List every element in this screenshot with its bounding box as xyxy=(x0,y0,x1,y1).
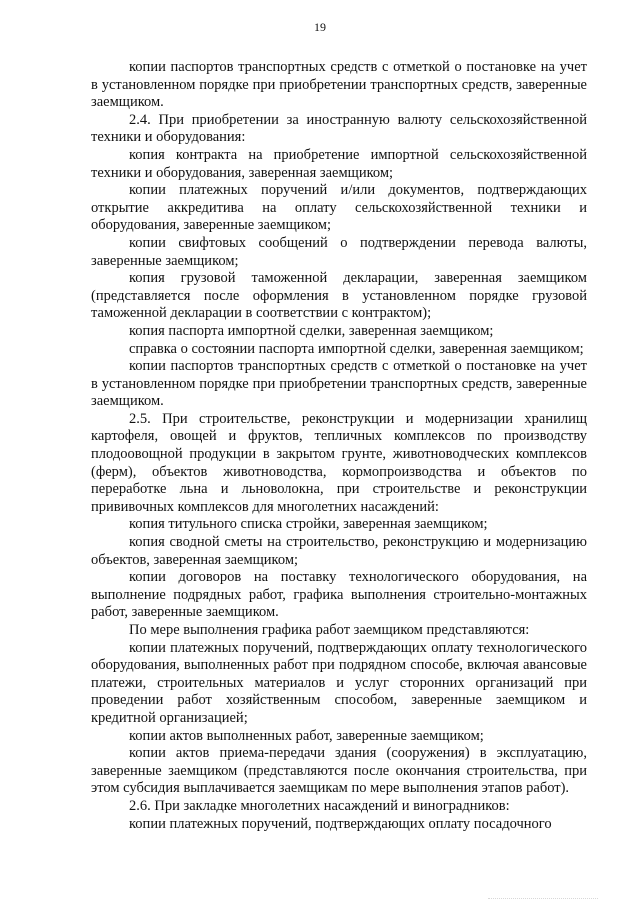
paragraph: копии паспортов транспортных средств с отметкой о постановке на учет в установленном порядке при приобретении транспортных средств, заверенные заемщиком. xyxy=(91,59,587,111)
paragraph: копии паспортов транспортных средств с отметкой о постановке на учет в установленном порядке при приобретении транспортных средств, заверенные заемщиком. xyxy=(91,358,587,410)
section-heading-2-4: 2.4. При приобретении за иностранную валюту сельскохозяйственной техники и оборудования: xyxy=(91,111,587,146)
paragraph: копии договоров на поставку технологического оборудования, на выполнение подрядных работ, графика выполнения строительно-монтажных работ, заверенные заемщиком. xyxy=(91,569,587,621)
section-heading-2-6: 2.6. При закладке многолетних насаждений и виноградников: xyxy=(129,797,510,814)
paragraph: копии платежных поручений, подтверждающих оплату технологического оборудования, выполненных работ при подрядном способе, включая авансовые платежи, строительных материалов и услуг сторонних организаций при проведении работ хозяйственным способом, заверенные заемщиком и кредитной организацией; xyxy=(91,639,587,726)
page-number: 19 xyxy=(314,20,326,34)
paragraph: копии платежных поручений и/или документов, подтверждающих открытие аккредитива на оплату сельскохозяйственной техники и оборудования, заверенные заемщиком; xyxy=(91,182,587,234)
document-body xyxy=(91,59,587,833)
paragraph: копия грузовой таможенной декларации, заверенная заемщиком (представляется после оформления в установленном порядке грузовой таможенной декларации в соответствии с контрактом); xyxy=(91,270,587,322)
paragraph: справка о состоянии паспорта импортной сделки, заверенная заемщиком; xyxy=(129,340,584,357)
paragraph: копия контракта на приобретение импортной сельскохозяйственной техники и оборудования, заверенная заемщиком; xyxy=(91,146,587,181)
paragraph: копии платежных поручений, подтверждающих оплату посадочного xyxy=(129,815,552,832)
paragraph: копии актов приема-передачи здания (сооружения) в эксплуатацию, заверенные заемщиком (представляются после окончания строительства, при этом субсидия выплачивается заемщикам по мере выполнения этапов работ). xyxy=(91,745,587,797)
section-heading-2-5: 2.5. При строительстве, реконструкции и модернизации хранилищ картофеля, овощей и фруктов, тепличных комплексов по производству плодоовощной продукции в закрытом грунте, животноводческих комплексов (ферм), объектов животноводства, кормопроизводства и объектов по переработке льна и льноволокна, при строительстве и реконструкции прививочных комплексов для многолетних насаждений: xyxy=(91,410,587,515)
paragraph: копия титульного списка стройки, заверенная заемщиком; xyxy=(129,516,488,533)
paragraph: копия паспорта импортной сделки, заверенная заемщиком; xyxy=(129,322,494,339)
paragraph: копии свифтовых сообщений о подтверждении перевода валюты, заверенные заемщиком; xyxy=(91,234,587,269)
paragraph: По мере выполнения графика работ заемщиком представляются: xyxy=(129,622,530,638)
paragraph: копии актов выполненных работ, заверенные заемщиком; xyxy=(129,727,484,744)
scan-artifact xyxy=(488,898,598,901)
paragraph: копия сводной сметы на строительство, реконструкцию и модернизацию объектов, заверенная заемщиком; xyxy=(91,534,587,568)
